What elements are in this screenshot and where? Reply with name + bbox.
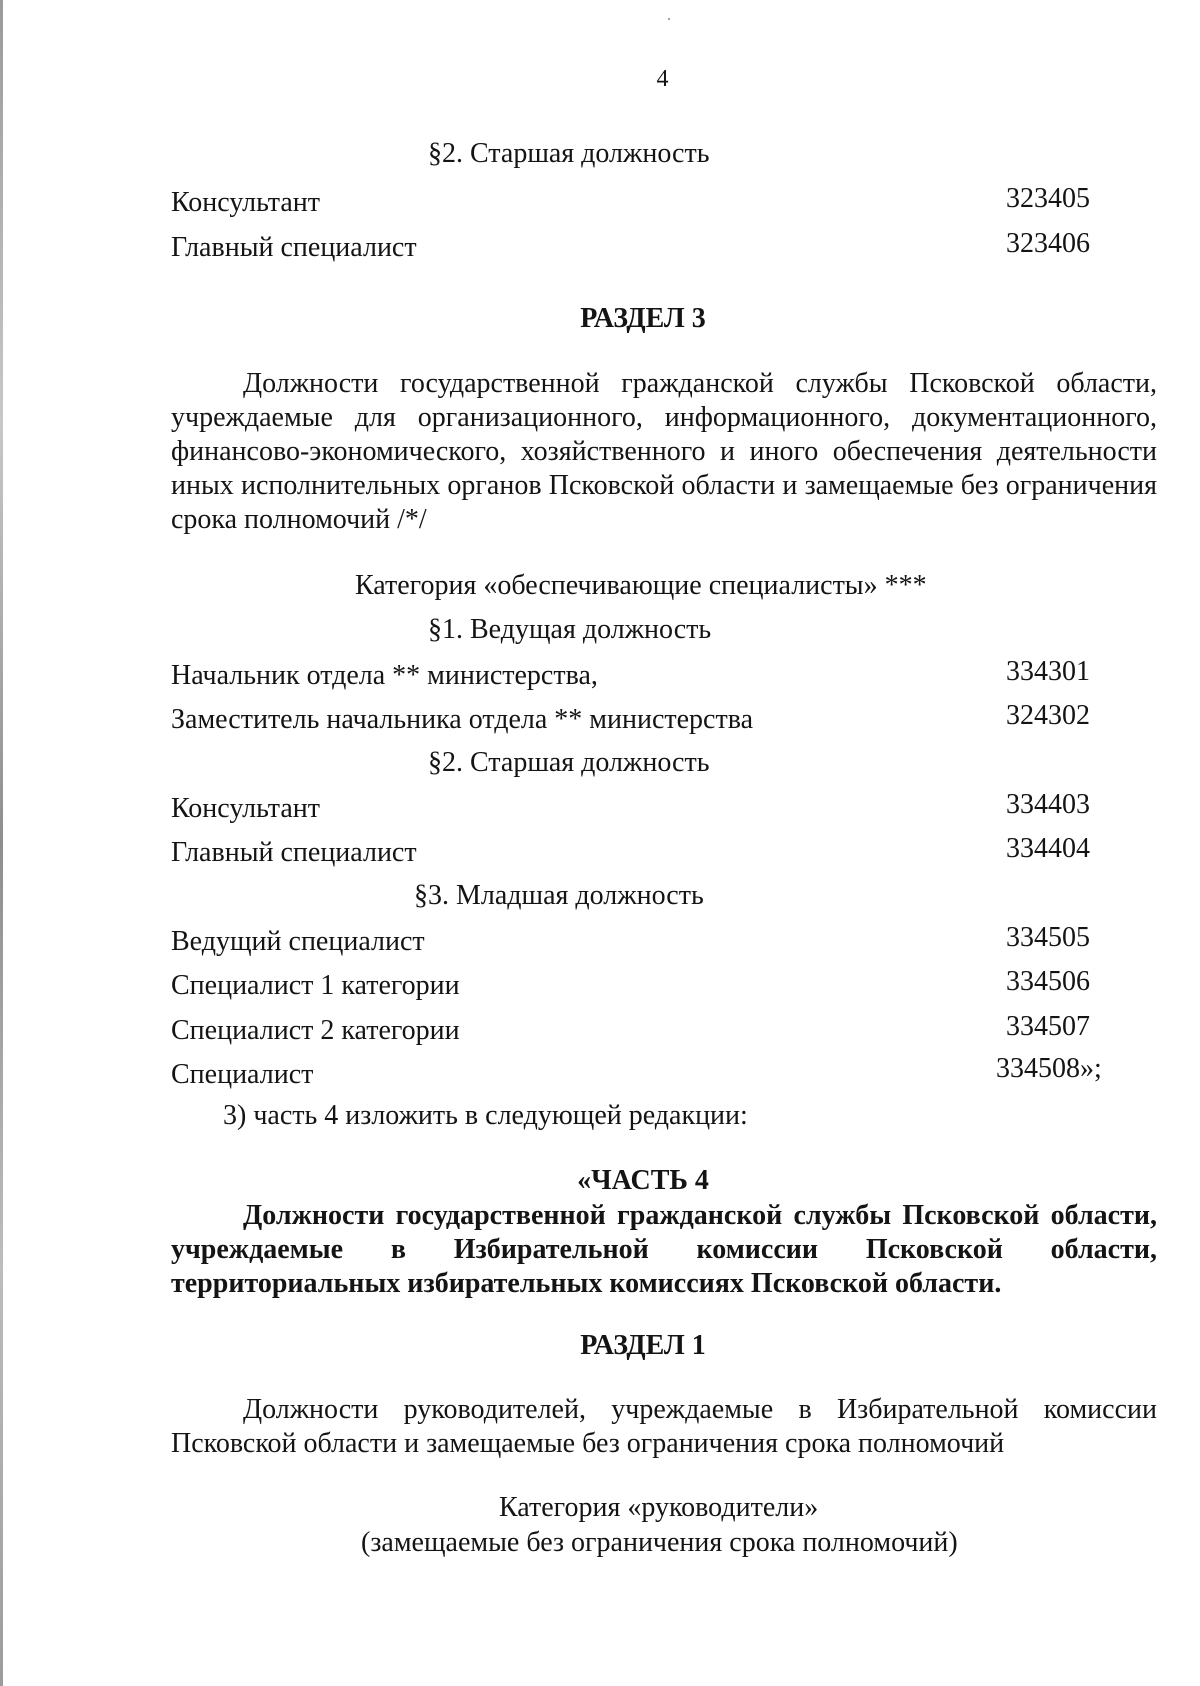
position-label: Начальник отдела ** министерства, <box>171 660 598 691</box>
position-label: Ведущий специалист <box>171 926 425 957</box>
position-label: Заместитель начальника отдела ** министерства <box>171 704 753 735</box>
razdel-1-description: Должности руководителей, учреждаемые в Избирательной комиссии Псковской области и замещаемые без ограничения срока полномочий <box>171 1394 1157 1459</box>
razdel-1-category: Категория «руководители» <box>499 1492 819 1523</box>
part-4-title: «ЧАСТЬ 4 <box>577 1165 709 1196</box>
position-code: 334404 <box>1006 833 1090 864</box>
position-label: Главный специалист <box>171 837 417 868</box>
position-code: 334403 <box>1006 789 1090 820</box>
table-row <box>171 228 1178 265</box>
group-3-heading: §3. Младшая должность <box>414 880 704 911</box>
position-code: 334506 <box>1006 966 1090 997</box>
position-label: Специалист 1 категории <box>171 970 460 1001</box>
position-code: 324302 <box>1006 700 1090 731</box>
table-row <box>171 922 1178 959</box>
razdel-3-category: Категория «обеспечивающие специалисты» *** <box>355 570 927 601</box>
razdel-3-description: Должности государственной гражданской службы Псковской области, учреждаемые для организационного, информационного, документационного, финансово-экономического, хозяйственного и иного обеспечения деятельности иных исполнительных органов Псковской области и замещаемые без ограничения срока полномочий /*/ <box>171 368 1157 535</box>
position-code: 323406 <box>1006 228 1090 259</box>
table-row <box>171 183 1178 220</box>
group-2-heading: §2. Старшая должность <box>428 747 710 778</box>
razdel-1-title: РАЗДЕЛ 1 <box>580 1330 706 1361</box>
position-label: Специалист 2 категории <box>171 1015 460 1046</box>
table-row <box>171 656 1178 693</box>
table-row <box>171 700 1178 737</box>
table-row <box>171 833 1178 870</box>
page-number: 4 <box>656 66 669 92</box>
amendment-line: 3) часть 4 изложить в следующей редакции: <box>223 1100 748 1131</box>
table-row <box>171 1053 1178 1092</box>
position-label: Специалист <box>171 1059 314 1090</box>
scan-speck <box>668 18 670 20</box>
position-code: 334507 <box>1006 1011 1090 1042</box>
razdel-1-category-note: (замещаемые без ограничения срока полномочий) <box>361 1527 958 1558</box>
top-section-heading: §2. Старшая должность <box>428 138 710 169</box>
table-row <box>171 966 1178 1003</box>
position-code: 334505 <box>1006 922 1090 953</box>
scan-edge <box>0 0 3 1686</box>
position-code: 334301 <box>1006 656 1090 687</box>
group-1-heading: §1. Ведущая должность <box>428 614 712 645</box>
position-label: Консультант <box>171 793 320 824</box>
razdel-3-title: РАЗДЕЛ 3 <box>580 303 706 334</box>
position-label: Консультант <box>171 187 320 218</box>
position-label: Главный специалист <box>171 232 417 263</box>
position-code: 323405 <box>1006 183 1090 214</box>
table-row <box>171 1011 1178 1048</box>
position-code: 334508»; <box>996 1053 1102 1084</box>
table-row <box>171 789 1178 826</box>
part-4-description: Должности государственной гражданской службы Псковской области, учреждаемые в Избирательной комиссии Псковской области, территориальных избирательных комиссиях Псковской области. <box>171 1200 1157 1299</box>
